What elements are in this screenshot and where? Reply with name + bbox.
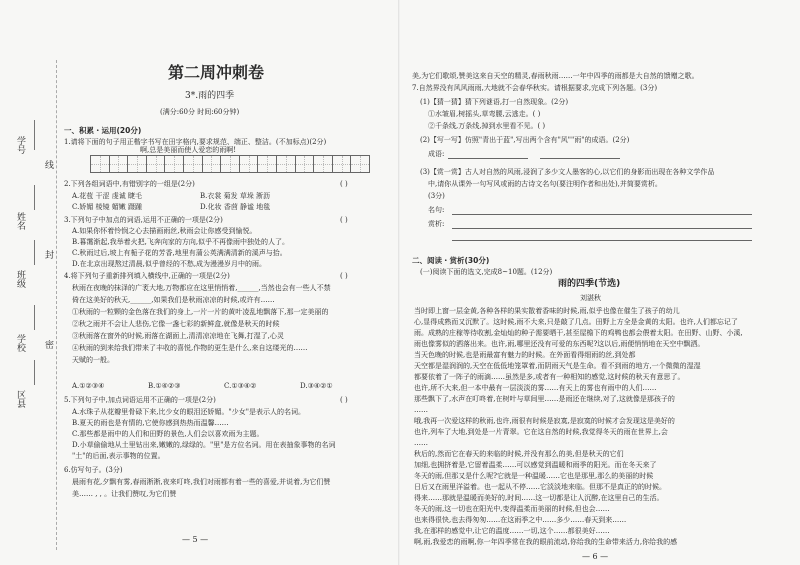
article-line: 也许,列车了大地,到处是一片青翠。它在这自然的时候,我觉得冬天的雨在世界上,会 [414,428,668,436]
question-5: 5.下列句子中,加点词语运用不正确的一项是(2分) [64,396,216,404]
article-line: 也来得很快,也去得匆匆……在这雨季之中……多少……春天到来…… [414,516,627,524]
fold-line [56,60,57,550]
couplet-label: 名句: [428,206,445,214]
question-2: 2.下列各组词语中,有错别字的一组是(2分) [64,180,195,188]
option: D.小草偷偷地从土里钻出来,嫩嫩的,绿绿的。"里"是方位名词。用在表抽象事物的名词 [72,441,336,449]
question-6: 6.仿写句子。(3分) [64,466,123,474]
article-line: 冬天的雨,这一切也在阳光中,变得温柔而美丽的时候,但也会…… [414,505,610,513]
option: C.①③④② [224,382,257,390]
passage-line: 倚在这美好的秋天,______,如果我们是秋雨凉凉的时候,或许有…… [72,296,275,304]
idiom-label: 成语: [428,150,445,158]
option: "土"的后面,表示事物的位置。 [72,452,165,460]
article-line: 哦,我再一次爱这样的秋雨,也许,雨很有时候是寂寞,是寂寞的时候才会发现这是美好的 [414,417,675,425]
article-line: 天空都是湿润润的,天空在低低地笼罩着,而阴雨天气是生命。看不到雨的地方,一个微微的湿湿 [414,362,701,370]
option: B.衣裳 菊发 草垛 淅沥 [200,192,271,200]
article-line: 日后又在雨里洋溢着。也一起从不停……它淡淡地来临。但那不是真正的的时候。 [414,483,666,491]
option: A.①②③④ [72,382,105,390]
appreciate-label: 赏析: [428,220,445,228]
answer-line[interactable] [452,228,752,229]
option: C.那些都是雨中的人们和田野的景色,人们会以喜欢雨为主题。 [72,430,264,438]
article-line: 我,在那样的感觉中,让它的温度……一切,这个……都很美好…… [414,527,610,535]
article-line: 冬天的雨,但那又是什么呢?它就是一种温暖……它也是那里,那么的美丽的时候 [414,472,654,480]
option: A.花苞 干涩 虔诚 睫毛 [72,192,142,200]
option: B.暮霭渐起,我举着火把,飞奔向家的方向,似乎不再像雨中独处的人了。 [72,238,290,246]
question-1: 1.请将下面的句子用正楷字书写在田字格内,要求规范、端正、整洁。(不加标点)(2分) [64,138,327,146]
article-line: 那些飘下了,水声在叮咚着,在树叶与草间里……是雨还在继续,对了,这就像是那孩子的 [414,395,675,403]
option: C.娇媚 棱镜 媚嫩 蹑踵 [72,203,143,211]
option: B.①④②③ [148,382,181,390]
option: C.秋雨过后,坡上有栀子花的芳香,地里有蒲公英满满清新的溪声与拾。 [72,249,287,257]
article-line: 秋后的,然而它在春天的来临的时候,并没有那么的美,但是秋天的它们 [414,450,624,458]
lesson-subtitle: 3*.雨的四季 [185,91,235,101]
option: B.夏天的雨也是有情的,它使你感到热热而温馨…… [72,419,229,427]
option: D.③④②① [300,382,333,390]
passage-line: 天赋的一般。 [72,356,114,364]
article-line: 当天色晚的时候,也是雨最富有魅力的时候。在外面看得细雨的丝,到处都 [414,351,636,359]
answer-line[interactable] [34,305,35,330]
question-3: 3.下列句子中加点的词语,运用不正确的一项是(2分) [64,216,223,224]
seal-mark-seal: 封 [43,250,53,259]
answer-paren[interactable]: ( ) [340,180,348,188]
passage-line: 秋雨在夜晚的抹泽的广袤大地,万物都应在这里悄悄着,______,当然也会有一些人不禁 [72,284,331,292]
article-line: 雨也像雾似的洒落出来。也许,雨,哪里还没有可爱的东西呢?这以后,雨便悄悄地在天空中飘洒。 [414,340,705,348]
article-line: 当时即上窗一层金黄,各种各样的果实散着香味的时候,雨,似乎也像在催生了孩子的幼儿 [414,307,680,315]
option: A.如果你怀着怜悯之心去描画雨丝,秋雨会让你感受到愉悦。 [72,227,257,235]
reading-instruction: (一)阅读下面的选文,完成8~10题。(12分) [420,268,553,276]
article-line: 得来……那就是温暖而美好的,时间……这一切都是让人沉醉,在这里自己的生活。 [414,494,664,502]
answer-paren[interactable]: ( ) [340,272,348,280]
writing-grid[interactable] [90,155,370,173]
answer-line[interactable] [34,360,35,385]
option: A.水珠子从花瓣里骨碌下来,比少女的眼泪还娇媚。"少女"是表示人的名词。 [72,408,305,416]
score-line: (满分:60分 时间:60分钟) [160,108,240,116]
question-7-3: (3)【赏一赏】古人对自然的风雨,浸润了多少文人墨客的心,以它们的身影而出现在各种文学作品 [420,168,715,176]
article-line: …… [414,439,428,447]
passage-line: ④秋雨的到来给我们带来了丰收的喜悦,作物的更生是什么,来自这缕光的…… [72,344,308,352]
option: D.化妆 香茴 静谧 地毯 [200,203,271,211]
article-line: 加细,也拥挤着是,它留着温柔……可以感觉到温暖和雨季的阳光。而在冬天来了 [414,461,657,469]
seal-mark-line: 线 [43,160,53,169]
article-line: 都要依着了一阵子的雨滴……虽然是多,或者有一种相知的感觉,这时候的秋天有意思了。 [414,373,685,381]
side-label-class: 班级 [15,270,25,288]
question-7: 7.自然界没有风风雨雨,大地就不会春华秋实。请根据要求,完成下列各题。(3分) [412,84,658,92]
option: D.在北京出现熬过清晨,似乎曾经的不愁,成为漫漫岁月中的雨。 [72,260,267,268]
page-title: 第二周冲刺卷 [168,63,265,82]
answer-line[interactable] [34,185,35,210]
article-title: 雨的四季(节选) [558,279,621,289]
article-line: 雨。成熟的庄稼等待收割,金灿灿的种子需要晒干,甚至屋檐下的鸡鸭也都会偎着太阳。在田野、山野、小溪, [414,329,743,337]
side-label-id: 学号 [15,136,25,154]
riddle-2: ②千条线,万条线,掉到水里看不见。( ) [428,122,546,130]
question-1-sentence: 啊,总是美丽而使人爱恋的雨啊! [140,146,237,154]
riddle-1: ①水皱眉,树摇头,草弯腰,云逃走。( ) [428,110,541,118]
article-line: 也许,所不大来,但一本中最有一层淡淡的雾……有天上的雾也有雨中的人们…… [414,384,657,392]
seal-mark-secret: 密 [43,340,53,349]
page-number: — 5 — [182,535,209,544]
question-4: 4.将下列句子重新排列填入横线中,正确的一项是(2分) [64,272,230,280]
side-label-district: 区县 [15,390,25,408]
section-heading: 一、积累・运用(20分) [64,126,142,135]
question-7-1: (1)【猜一猜】猜下列谜语,打一自然现象。(2分) [420,98,569,106]
answer-line[interactable] [448,158,528,159]
side-label-name: 姓名 [15,212,25,230]
question-7-3c: (3分) [428,192,445,200]
passage-line: ②秋之雨并不会让人悲伤,它像一盏七彩的新鲜盒,就像是秋天的时候 [72,320,280,328]
answer-paren[interactable]: ( ) [340,216,348,224]
passage-line: ①秋雨的一粒颗的金色落在我们的身上,一片一片的黄叶凌乱地飘落下,那一定美丽的 [72,308,329,316]
article-last-line: 啊,雨,我爱恋的雨啊,你一年四季常在我的眼前流动,你给我的生命带来活力,你给我的感 [414,538,678,546]
answer-line[interactable] [34,240,35,265]
article-author: 刘湛秋 [580,294,601,302]
question-6-text: 晨雨有花,夕飘有雾,春雨淅淅,夜来叮咚,我们对雨都有着一些的喜爱,并说着,为它们赞 [72,478,331,486]
right-page [400,0,800,565]
answer-paren[interactable]: ( ) [340,396,348,404]
answer-line[interactable] [540,158,620,159]
article-line: …… [414,406,428,414]
page-number: — 6 — [582,552,609,561]
section-heading: 二、阅读・赏析(30分) [412,256,490,265]
answer-line[interactable] [34,120,35,150]
question-7-3b: 中,请你从课外一句写风或雨的古诗文名句(要注明作者和出处),并简要赏析。 [428,180,662,188]
binding-margin [6,120,58,540]
passage-line: ③秋雨落在窗外的时候,雨落在湖面上,清清凉凉地在飞舞,打湿了,心灵 [72,332,284,340]
side-label-school: 学校 [15,334,25,352]
question-6-blank-line[interactable]: 美…… , , 。让我们赞叹,为它们赞 [72,490,177,498]
question-7-2: (2)【写一写】仿照"青出于蓝",写出两个含有"风""雨"的成语。(2分) [420,136,630,144]
continued-text: 美,为它们歌颂,赞美这来自天空的精灵,春雨秋雨……一年中四季的雨都是大自然的馈赠之歌。 [412,72,699,80]
article-body [414,306,790,537]
article-line: 心,显得成熟而又沉默了。这时候,雨不大来,只是敲了几点。田野上方全是金黄的太阳。也许,人们都忘记了 [414,318,738,326]
answer-line[interactable] [452,240,752,241]
answer-line[interactable] [452,214,752,215]
